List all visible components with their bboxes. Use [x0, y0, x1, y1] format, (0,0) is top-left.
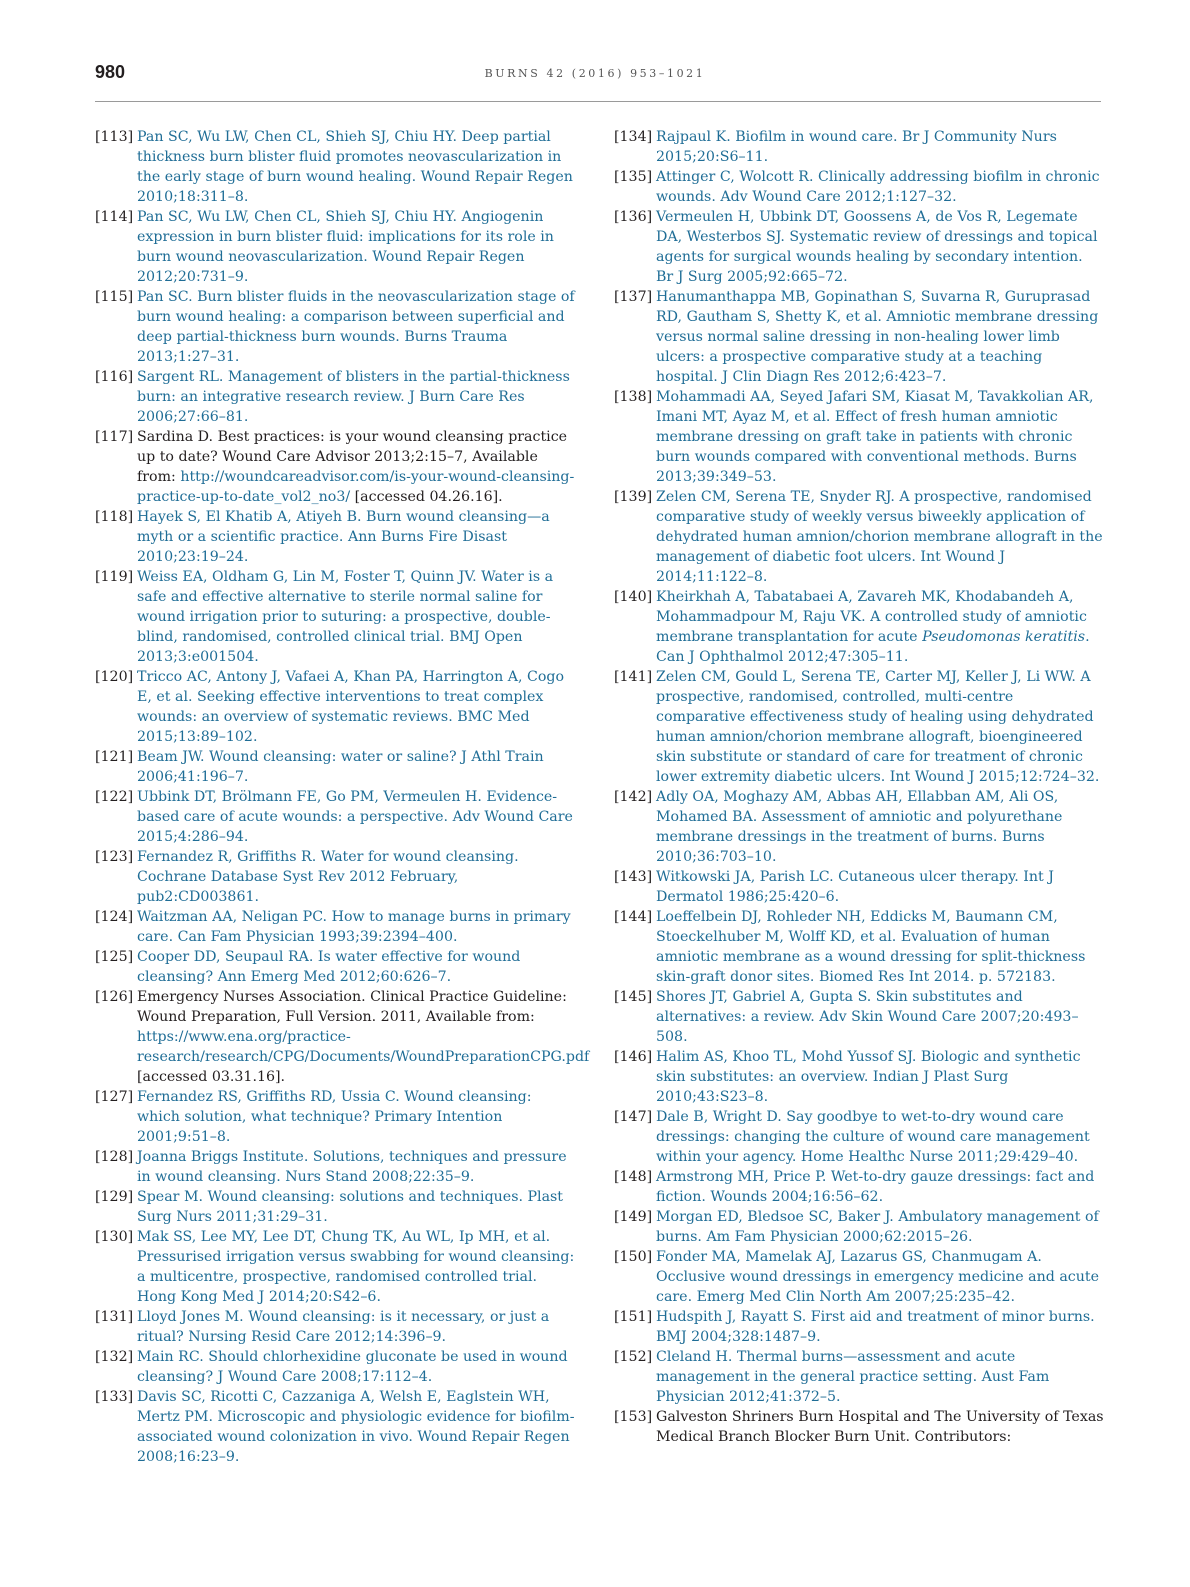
- reference-item: [95, 1147, 575, 1187]
- reference-number: [117]: [95, 429, 134, 445]
- reference-text-link[interactable]: Vermeulen H, Ubbink DT, Goossens A, de Vos R, Legemate DA, Westerbos SJ. Systematic review of dressings and topical agents for surgical wounds healing by secondary intention. Br J Surg 2005;92:665–72.: [656, 209, 1098, 285]
- reference-item: [614, 387, 1104, 487]
- reference-text-link[interactable]: Fernandez RS, Griffiths RD, Ussia C. Wound cleansing: which solution, what technique? Primary Intention 2001;9:51–8.: [137, 1089, 532, 1145]
- reference-item: [614, 787, 1104, 867]
- reference-text-link[interactable]: Cleland H. Thermal burns—assessment and acute management in the general practice setting. Aust Fam Physician 2012;41:372–5.: [656, 1349, 1050, 1405]
- reference-item: [614, 987, 1104, 1047]
- reference-number: [133]: [95, 1389, 134, 1405]
- reference-number: [124]: [95, 909, 134, 925]
- reference-item: [95, 947, 575, 987]
- references-left-column: [95, 127, 590, 1467]
- reference-item: [95, 567, 575, 667]
- reference-text-link[interactable]: Tricco AC, Antony J, Vafaei A, Khan PA, Harrington A, Cogo E, et al. Seeking effective interventions to treat complex wounds: an overview of systematic reviews. BMC Med 2015;13:89–102.: [137, 669, 565, 745]
- reference-item: [614, 1167, 1104, 1207]
- reference-item: [614, 1407, 1104, 1447]
- reference-text: [137, 987, 590, 1087]
- reference-number: [115]: [95, 289, 134, 305]
- reference-text: [656, 1407, 1104, 1447]
- reference-number: [142]: [614, 789, 653, 805]
- reference-text-link[interactable]: Sargent RL. Management of blisters in the partial-thickness burn: an integrative research review. J Burn Care Res 2006;27:66–81.: [137, 369, 570, 425]
- reference-number: [130]: [95, 1229, 134, 1245]
- reference-item: [614, 1207, 1104, 1247]
- reference-item: [95, 1387, 575, 1467]
- reference-number: [122]: [95, 789, 134, 805]
- reference-text-link[interactable]: Ubbink DT, Brölmann FE, Go PM, Vermeulen H. Evidence-based care of acute wounds: a perspective. Adv Wound Care 2015;4:286–94.: [137, 789, 573, 845]
- reference-number: [149]: [614, 1209, 653, 1225]
- reference-text-link[interactable]: Dale B, Wright D. Say goodbye to wet-to-dry wound care dressings: changing the culture of wound care management within your agency. Home Healthc Nurse 2011;29:429–40.: [656, 1109, 1090, 1165]
- reference-item: [614, 487, 1104, 587]
- reference-text-link[interactable]: Attinger C, Wolcott R. Clinically addressing biofilm in chronic wounds. Adv Wound Care 2012;1:127–32.: [656, 169, 1100, 205]
- reference-url-link[interactable]: https://www.ena.org/practice-research/research/CPG/Documents/WoundPreparationCPG.pdf: [137, 1029, 590, 1065]
- reference-item: [614, 907, 1104, 987]
- reference-number: [152]: [614, 1349, 653, 1365]
- reference-item: [95, 1307, 575, 1347]
- reference-item: [95, 987, 590, 1087]
- reference-item: [95, 207, 575, 287]
- reference-text-link[interactable]: Pan SC, Wu LW, Chen CL, Shieh SJ, Chiu HY. Angiogenin expression in burn blister fluid: implications for its role in burn wound neovascularization. Wound Repair Regen 2012;20:731–9.: [137, 209, 554, 285]
- reference-item: [95, 667, 575, 747]
- reference-number: [114]: [95, 209, 134, 225]
- reference-plain-text: Galveston Shriners Burn Hospital and The University of Texas Medical Branch Blocker Burn Unit. Contributors:: [656, 1409, 1104, 1445]
- reference-number: [137]: [614, 289, 653, 305]
- reference-text-link[interactable]: [656, 587, 1104, 667]
- reference-item: [95, 1227, 575, 1307]
- reference-number: [144]: [614, 909, 653, 925]
- reference-number: [140]: [614, 589, 653, 605]
- reference-number: [120]: [95, 669, 134, 685]
- reference-number: [131]: [95, 1309, 134, 1325]
- reference-text-link[interactable]: Weiss EA, Oldham G, Lin M, Foster T, Quinn JV. Water is a safe and effective alternative to sterile normal saline for wound irrigation prior to suturing: a prospective, double-blind, randomised, controlled clinical trial. BMJ Open 2013;3:e001504.: [137, 569, 554, 665]
- reference-item: [614, 1307, 1104, 1347]
- reference-text-link[interactable]: Spear M. Wound cleansing: solutions and techniques. Plast Surg Nurs 2011;31:29–31.: [137, 1189, 564, 1225]
- reference-number: [153]: [614, 1409, 653, 1425]
- reference-number: [145]: [614, 989, 653, 1005]
- reference-number: [135]: [614, 169, 653, 185]
- reference-number: [121]: [95, 749, 134, 765]
- reference-item: [614, 167, 1104, 207]
- reference-number: [150]: [614, 1249, 653, 1265]
- reference-item: [95, 127, 575, 207]
- reference-text-link[interactable]: Morgan ED, Bledsoe SC, Baker J. Ambulatory management of burns. Am Fam Physician 2000;62:2015–26.: [656, 1209, 1099, 1245]
- reference-text-link[interactable]: Mohammadi AA, Seyed Jafari SM, Kiasat M, Tavakkolian AR, Imani MT, Ayaz M, et al. Effect of fresh human amniotic membrane dressing on graft take in patients with chronic burn wounds compared with conventional methods. Burns 2013;39:349–53.: [656, 389, 1094, 485]
- reference-item: [614, 867, 1104, 907]
- reference-text-link[interactable]: Main RC. Should chlorhexidine gluconate be used in wound cleansing? J Wound Care 2008;17:112–4.: [137, 1349, 568, 1385]
- reference-text-link[interactable]: Cooper DD, Seupaul RA. Is water effective for wound cleansing? Ann Emerg Med 2012;60:626–7.: [137, 949, 521, 985]
- reference-text-part: Kheirkhah A, Tabatabaei A, Zavareh MK, Khodabandeh A, Mohammadpour M, Raju VK. A controlled study of amniotic membrane transplantation for acute: [656, 589, 1087, 645]
- reference-item: [614, 287, 1104, 387]
- reference-text-link[interactable]: Hayek S, El Khatib A, Atiyeh B. Burn wound cleansing—a myth or a scientific practice. Ann Burns Fire Disast 2010;23:19–24.: [137, 509, 550, 565]
- reference-number: [139]: [614, 489, 653, 505]
- reference-number: [127]: [95, 1089, 134, 1105]
- reference-number: [146]: [614, 1049, 653, 1065]
- reference-text-link[interactable]: Adly OA, Moghazy AM, Abbas AH, Ellabban AM, Ali OS, Mohamed BA. Assessment of amniotic and polyurethane membrane dressings in the treatment of burns. Burns 2010;36:703–10.: [656, 789, 1063, 865]
- reference-item: [614, 207, 1104, 287]
- reference-number: [128]: [95, 1149, 134, 1165]
- reference-number: [136]: [614, 209, 653, 225]
- reference-text-link[interactable]: Beam JW. Wound cleansing: water or saline? J Athl Train 2006;41:196–7.: [137, 749, 544, 785]
- reference-number: [118]: [95, 509, 134, 525]
- reference-text-link[interactable]: Davis SC, Ricotti C, Cazzaniga A, Welsh E, Eaglstein WH, Mertz PM. Microscopic and physiologic evidence for biofilm-associated wound colonization in vivo. Wound Repair Regen 2008;16:23–9.: [137, 1389, 575, 1465]
- page-number: 980: [95, 62, 126, 82]
- reference-text-part: . Can J Ophthalmol 2012;47:305–11.: [656, 629, 1090, 665]
- reference-item: [95, 1347, 575, 1387]
- reference-item: [614, 1047, 1104, 1107]
- references-right-column: [614, 127, 1104, 1447]
- reference-item: [95, 367, 575, 427]
- reference-text-link[interactable]: Rajpaul K. Biofilm in wound care. Br J Community Nurs 2015;20:S6–11.: [656, 129, 1057, 165]
- reference-text-link[interactable]: Hudspith J, Rayatt S. First aid and treatment of minor burns. BMJ 2004;328:1487–9.: [656, 1309, 1095, 1345]
- reference-plain-text: Sardina D. Best practices: is your wound cleansing practice up to date? Wound Care Advisor 2013;2:15–7, Available from:: [137, 429, 568, 485]
- reference-text-link[interactable]: Fernandez R, Griffiths R. Water for wound cleansing. Cochrane Database Syst Rev 2012 February, pub2:CD003861.: [137, 849, 519, 905]
- reference-item: [95, 787, 575, 847]
- reference-accessed-date: [accessed 04.26.16].: [350, 489, 503, 505]
- reference-text-link[interactable]: Zelen CM, Gould L, Serena TE, Carter MJ, Keller J, Li WW. A prospective, randomised, controlled, multi-centre comparative effectiveness study of healing using dehydrated human amnion/chorion membrane allograft, bioengineered skin substitute or standard of care for treatment of chronic lower extremity diabetic ulcers. Int Wound J 2015;12:724–32.: [656, 669, 1100, 785]
- reference-number: [129]: [95, 1189, 134, 1205]
- reference-number: [138]: [614, 389, 653, 405]
- reference-item: [614, 127, 1104, 167]
- reference-item: [95, 507, 575, 567]
- reference-text-link[interactable]: Pan SC, Wu LW, Chen CL, Shieh SJ, Chiu HY. Deep partial thickness burn blister fluid promotes neovascularization in the early stage of burn wound healing. Wound Repair Regen 2010;18:311–8.: [137, 129, 573, 205]
- reference-text-link[interactable]: Hanumanthappa MB, Gopinathan S, Suvarna R, Guruprasad RD, Gautham S, Shetty K, et al. Amniotic membrane dressing versus normal saline dressing in non-healing lower limb ulcers: a prospective comparative study at a teaching hospital. J Clin Diagn Res 2012;6:423–7.: [656, 289, 1099, 385]
- reference-text-link[interactable]: Zelen CM, Serena TE, Snyder RJ. A prospective, randomised comparative study of weekly versus biweekly application of dehydrated human amnion/chorion membrane allograft in the management of diabetic foot ulcers. Int Wound J 2014;11:122–8.: [656, 489, 1103, 585]
- reference-text-link[interactable]: Witkowski JA, Parish LC. Cutaneous ulcer therapy. Int J Dermatol 1986;25:420–6.: [656, 869, 1054, 905]
- reference-number: [132]: [95, 1349, 134, 1365]
- reference-number: [148]: [614, 1169, 653, 1185]
- reference-number: [126]: [95, 989, 134, 1005]
- reference-item: [95, 907, 575, 947]
- reference-text: [137, 427, 575, 507]
- reference-number: [113]: [95, 129, 134, 145]
- reference-number: [151]: [614, 1309, 653, 1325]
- reference-text-link[interactable]: Halim AS, Khoo TL, Mohd Yussof SJ. Biologic and synthetic skin substitutes: an overview. Indian J Plast Surg 2010;43:S23–8.: [656, 1049, 1081, 1105]
- reference-text-link[interactable]: Mak SS, Lee MY, Lee DT, Chung TK, Au WL, Ip MH, et al. Pressurised irrigation versus swabbing for wound cleansing: a multicentre, prospective, randomised controlled trial. Hong Kong Med J 2014;20:S42–6.: [137, 1229, 575, 1305]
- reference-text-link[interactable]: Lloyd Jones M. Wound cleansing: is it necessary, or just a ritual? Nursing Resid Care 2012;14:396–9.: [137, 1309, 550, 1345]
- reference-item: [95, 1087, 575, 1147]
- reference-text-link[interactable]: Shores JT, Gabriel A, Gupta S. Skin substitutes and alternatives: a review. Adv Skin Wound Care 2007;20:493–508.: [656, 989, 1079, 1045]
- reference-item: [95, 1187, 575, 1227]
- reference-text-link[interactable]: Fonder MA, Mamelak AJ, Lazarus GS, Chanmugam A. Occlusive wound dressings in emergency medicine and acute care. Emerg Med Clin North Am 2007;25:235–42.: [656, 1249, 1099, 1305]
- reference-item: [614, 1107, 1104, 1167]
- reference-number: [125]: [95, 949, 134, 965]
- reference-italic-term: Pseudomonas keratitis: [922, 629, 1086, 645]
- reference-number: [134]: [614, 129, 653, 145]
- reference-plain-text: Emergency Nurses Association. Clinical Practice Guideline: Wound Preparation, Full Version. 2011, Available from:: [137, 989, 567, 1025]
- reference-item: [95, 427, 575, 507]
- reference-accessed-date: [accessed 03.31.16].: [137, 1069, 286, 1085]
- header-rule: [95, 101, 1101, 102]
- running-head: BURNS 42 (2016) 953–1021: [484, 67, 706, 80]
- reference-text-link[interactable]: Pan SC. Burn blister fluids in the neovascularization stage of burn wound healing: a comparison between superficial and deep partial-thickness burn wounds. Burns Trauma 2013;1:27–31.: [137, 289, 575, 365]
- reference-text-link[interactable]: Armstrong MH, Price P. Wet-to-dry gauze dressings: fact and fiction. Wounds 2004;16:56–62.: [656, 1169, 1095, 1205]
- reference-item: [614, 587, 1104, 667]
- reference-item: [614, 1347, 1104, 1407]
- reference-url-link[interactable]: http://woundcareadvisor.com/is-your-wound-cleansing-practice-up-to-date_vol2_no3/: [137, 469, 575, 505]
- reference-item: [95, 287, 575, 367]
- reference-number: [143]: [614, 869, 653, 885]
- reference-number: [141]: [614, 669, 653, 685]
- reference-item: [614, 667, 1104, 787]
- reference-item: [95, 747, 575, 787]
- reference-text-link[interactable]: Waitzman AA, Neligan PC. How to manage burns in primary care. Can Fam Physician 1993;39:2394–400.: [137, 909, 571, 945]
- reference-item: [95, 847, 575, 907]
- reference-number: [123]: [95, 849, 134, 865]
- reference-text-link[interactable]: Loeffelbein DJ, Rohleder NH, Eddicks M, Baumann CM, Stoeckelhuber M, Wolff KD, et al. Evaluation of human amniotic membrane as a wound dressing for split-thickness skin-graft donor sites. Biomed Res Int 2014. p. 572183.: [656, 909, 1086, 985]
- reference-number: [147]: [614, 1109, 653, 1125]
- reference-number: [116]: [95, 369, 134, 385]
- reference-number: [119]: [95, 569, 134, 585]
- reference-item: [614, 1247, 1104, 1307]
- reference-text-link[interactable]: Joanna Briggs Institute. Solutions, techniques and pressure in wound cleansing. Nurs Stand 2008;22:35–9.: [137, 1149, 567, 1185]
